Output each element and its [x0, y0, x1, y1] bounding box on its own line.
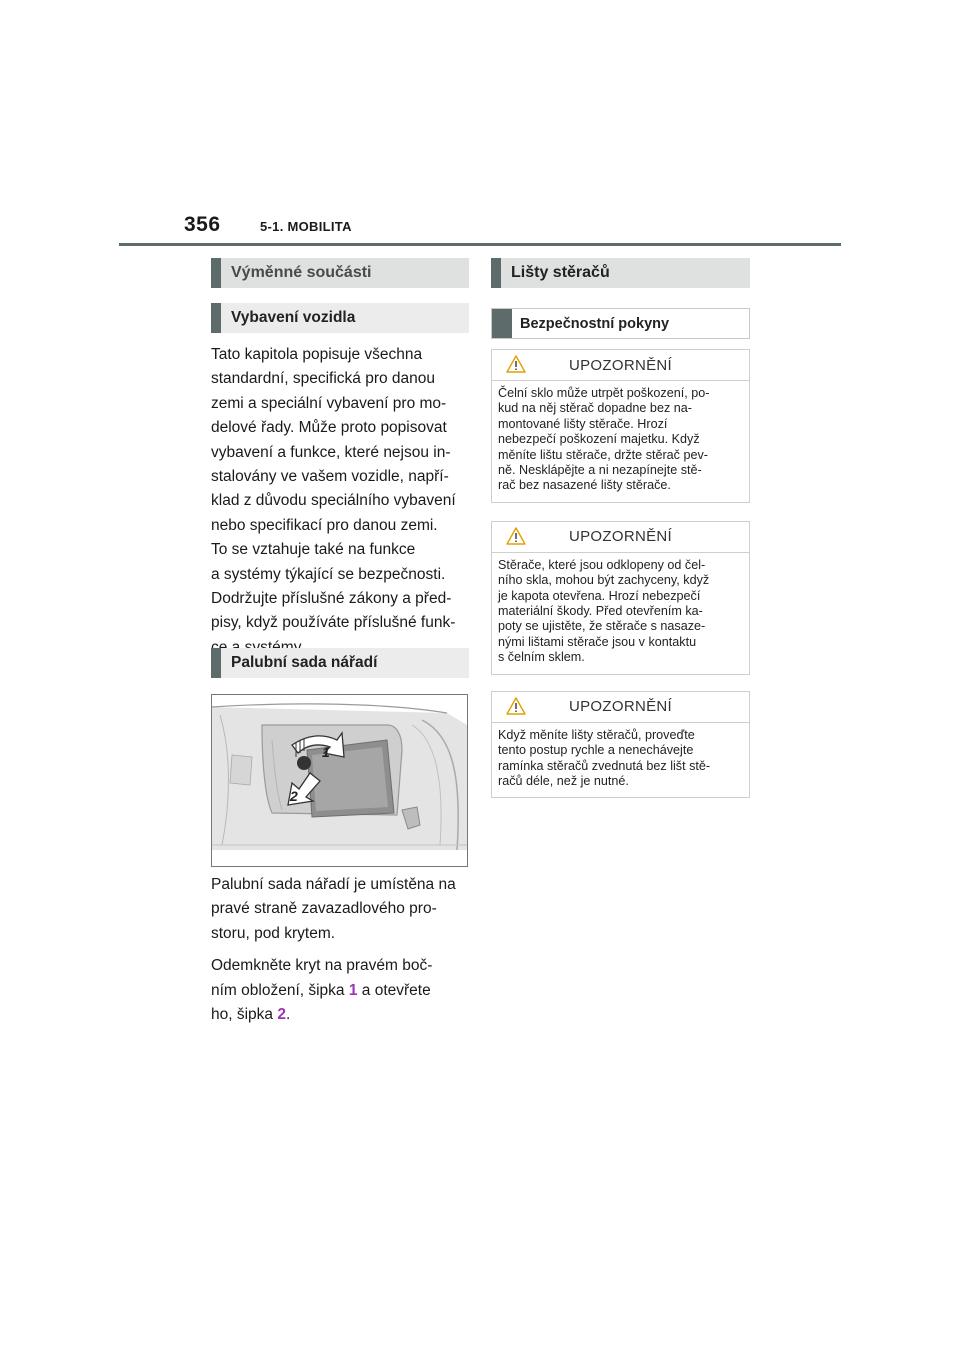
paragraph-vehicle-equipment	[211, 343, 469, 660]
figure-label-1: 1	[322, 744, 330, 760]
header-divider	[119, 243, 841, 246]
subheading-onboard-toolkit	[211, 648, 469, 678]
text-line: nými lištami stěrače jsou v kontaktu	[498, 634, 697, 649]
text-line: klad z důvodu speciálního vybavení	[211, 492, 456, 510]
text-line: pisy, když používáte příslušné funk-	[211, 614, 456, 632]
text-line: zemi a speciální vybavení pro mo-	[211, 394, 447, 412]
heading-marker	[492, 309, 512, 338]
arrow-number-2: 2	[277, 1006, 286, 1024]
warning-header	[492, 692, 749, 723]
paragraph-toolkit-open	[211, 954, 469, 1027]
text-line: materiální škody. Před otevřením ka-	[498, 604, 703, 619]
subheading-vehicle-equipment	[211, 303, 469, 333]
text-line: nebo specifikací pro danou zemi.	[211, 516, 438, 534]
text-line: ního skla, mohou být zachyceny, když	[498, 573, 710, 588]
text-line: je kapota otevřena. Hrozí nebezpečí	[498, 588, 701, 603]
warning-title: UPOZORNĚNÍ	[568, 528, 672, 546]
text-line: račů déle, než je nutné.	[498, 773, 629, 788]
warning-text	[492, 381, 749, 502]
warning-triangle-icon	[506, 355, 526, 373]
text-line: Když měníte lišty stěračů, proveďte	[498, 727, 695, 742]
toolkit-section	[211, 648, 469, 1027]
text-line: Tato kapitola popisuje všechna	[211, 346, 423, 363]
chapter-title: 5-1. MOBILITA	[260, 219, 352, 234]
warning-title: UPOZORNĚNÍ	[568, 698, 672, 716]
text-line: vybavení a funkce, které nejsou in-	[211, 443, 451, 461]
page-number: 356	[184, 213, 221, 236]
text-line: stalovány ve vašem vozidle, napří-	[211, 468, 449, 486]
warning-text	[492, 553, 749, 674]
warning-triangle-icon	[506, 697, 526, 715]
warning-header	[492, 522, 749, 553]
section-heading-text: Lišty stěračů	[511, 264, 610, 281]
text-line: Dodržujte příslušné zákony a před-	[211, 590, 452, 608]
text-line: poty se ujistěte, že stěrače s nasaze-	[498, 619, 706, 634]
text-line: Odemkněte kryt na pravém boč-	[211, 957, 433, 975]
arrow-number-1: 1	[348, 981, 358, 999]
subheading-text: Vybavení vozidla	[231, 309, 356, 326]
warning-box	[491, 691, 750, 799]
section-heading-wiper-blades	[491, 258, 750, 288]
safety-heading-text: Bezpečnostní pokyny	[520, 315, 670, 332]
text-line: tento postup rychle a nenechávejte	[498, 743, 694, 758]
text-line: ně. Nesklápějte a ni nezapínejte stě-	[498, 463, 702, 478]
safety-instructions-heading	[491, 308, 750, 339]
text-line: Palubní sada nářadí je umístěna na	[211, 876, 456, 893]
section-heading-text: Výměnné součásti	[231, 264, 372, 281]
text-line: ramínka stěračů zvednutá bez lišt stě-	[498, 758, 711, 773]
warning-box	[491, 349, 750, 503]
text-line: storu, pod krytem.	[211, 924, 336, 942]
text-line: Stěrače, které jsou odklopeny od čel-	[498, 557, 706, 572]
warning-text	[492, 723, 749, 798]
figure-label-2: 2	[290, 788, 298, 804]
text-line: kud na něj stěrač dopadne bez na-	[498, 401, 692, 416]
text-line: s čelním sklem.	[498, 650, 585, 665]
text-segment: a otevřete	[357, 981, 431, 999]
text-segment: ho, šipka	[211, 1006, 278, 1024]
text-line: delové řady. Může proto popisovat	[211, 419, 447, 437]
warning-header	[492, 350, 749, 381]
right-column	[491, 258, 750, 798]
text-line: montované lišty stěrače. Hrozí	[498, 416, 668, 431]
text-line: měníte lištu stěrače, držte stěrač pev-	[498, 447, 708, 462]
text-line: a systémy týkající se bezpečnosti.	[211, 565, 446, 583]
warning-title: UPOZORNĚNÍ	[568, 356, 672, 374]
trunk-drawing	[212, 695, 467, 866]
left-column	[211, 258, 469, 660]
text-segment: .	[285, 1006, 291, 1024]
text-line: Čelní sklo může utrpět poškození, po-	[498, 386, 710, 400]
text-line: standardní, specifická pro danou	[211, 370, 436, 388]
trunk-illustration	[211, 694, 468, 867]
text-segment: ním obložení, šipka	[211, 981, 349, 999]
section-heading-replaceable-parts	[211, 258, 469, 288]
text-line: nebezpečí poškození majetku. Když	[498, 432, 700, 447]
paragraph-toolkit-location	[211, 873, 469, 946]
warning-triangle-icon	[506, 527, 526, 545]
subheading-text: Palubní sada nářadí	[231, 654, 378, 671]
warning-box	[491, 521, 750, 675]
text-line: To se vztahuje také na funkce	[211, 541, 416, 559]
text-line: rač bez nasazené lišty stěrače.	[498, 478, 671, 493]
text-line: pravé straně zavazadlového pro-	[211, 900, 437, 918]
